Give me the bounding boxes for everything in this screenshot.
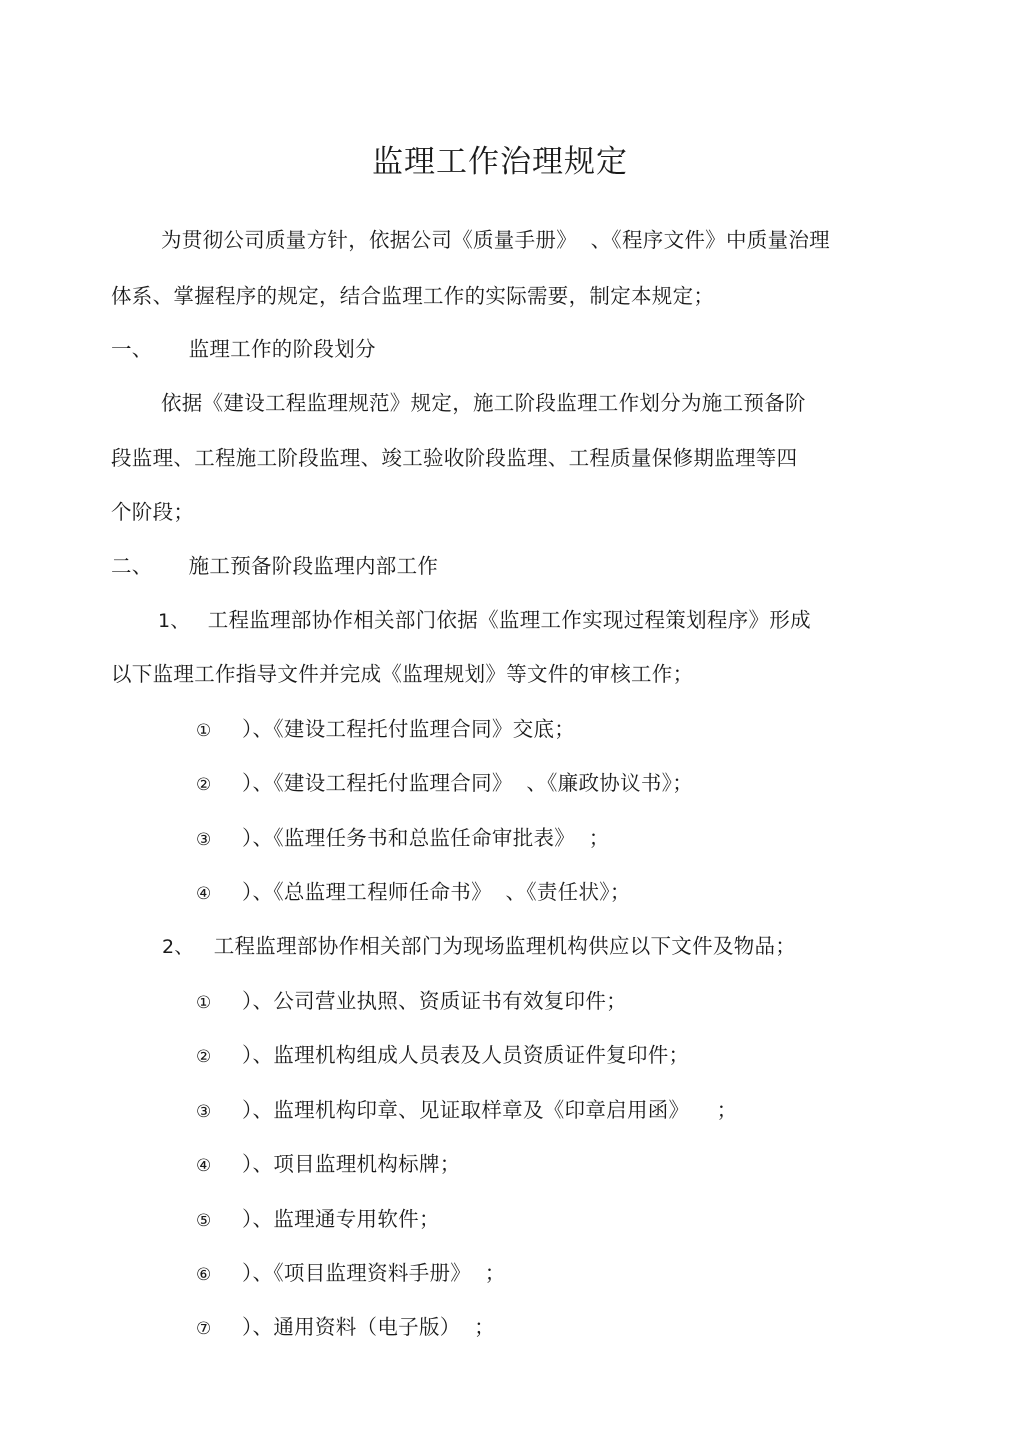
sub-text: ）、《监理任务书和总监任命审批表》 ； [242,826,610,850]
sub-text: ）、项目监理机构标牌； [242,1152,461,1176]
item-2-sub-4 [196,1149,461,1181]
sub-text: ）、《建设工程托付监理合同》交底； [242,717,576,741]
intro-line-2: 体系、掌握程序的规定，结合监理工作的实际需要，制定本规定； [111,284,715,308]
section-1-heading [111,334,376,364]
sub-number: ② [196,775,212,795]
sub-text: ）、通用资料（电子版） ； [242,1315,495,1339]
item-1-sub-3 [196,823,610,855]
item-2-sub-7 [196,1312,495,1344]
sub-text: ）、监理机构组成人员表及人员资质证件复印件； [242,1043,690,1067]
item-1-text: 工程监理部协作相关部门依据《监理工作实现过程策划程序》形成 [207,608,811,632]
item-2-line-1 [162,931,796,962]
section-1-title: 监理工作的阶段划分 [188,337,376,361]
section-1-paragraph-line-3: 个阶段； [111,500,195,524]
item-1-sub-2 [196,768,693,800]
item-2-sub-3 [196,1095,737,1127]
sub-text: ）、《建设工程托付监理合同》 、《廉政协议书》； [242,771,694,795]
sub-number: ③ [196,830,212,850]
item-1-number: 1、 [158,610,190,632]
item-2-text: 工程监理部协作相关部门为现场监理机构供应以下文件及物品； [213,934,797,958]
sub-number: ⑤ [196,1211,212,1231]
item-1-sub-4 [196,877,631,909]
item-2-sub-6 [196,1258,506,1290]
section-1-paragraph-line-2: 段监理、工程施工阶段监理、竣工验收阶段监理、工程质量保修期监理等四 [111,446,798,470]
sub-text: ）、《项目监理资料手册》 ； [242,1261,506,1285]
section-1-paragraph-line-1: 依据《建设工程监理规范》规定，施工阶段监理工作划分为施工预备阶 [161,391,806,415]
section-2-marker: 二、 [111,554,153,578]
sub-number: ① [196,721,212,741]
sub-text: ）、公司营业执照、资质证书有效复印件； [242,989,627,1013]
sub-text: ）、监理通专用软件； [242,1207,440,1231]
intro-line-1: 为贯彻公司质量方针，依据公司《质量手册》 、《程序文件》中质量治理 [161,228,830,252]
sub-number: ② [196,1047,212,1067]
item-2-sub-2 [196,1040,689,1072]
section-1-marker: 一、 [111,337,153,361]
document-title: 监理工作治理规定 [372,144,628,180]
item-1-sub-1 [196,714,575,746]
sub-text: ）、监理机构印章、见证取样章及《印章启用函》 ； [242,1098,738,1122]
item-1-line-1 [158,605,811,636]
section-2-title: 施工预备阶段监理内部工作 [188,554,439,578]
item-1-line-2: 以下监理工作指导文件并完成《监理规划》等文件的审核工作； [111,662,694,686]
sub-number: ① [196,993,212,1013]
item-2-sub-1 [196,986,627,1018]
sub-number: ④ [196,1156,212,1176]
item-2-number: 2、 [162,936,194,958]
sub-number: ③ [196,1102,212,1122]
sub-number: ⑦ [196,1319,212,1339]
item-2-sub-5 [196,1204,440,1236]
sub-number: ⑥ [196,1265,212,1285]
sub-text: ）、《总监理工程师任命书》 、《责任状》； [242,880,631,904]
sub-number: ④ [196,884,212,904]
section-2-heading [111,551,438,581]
